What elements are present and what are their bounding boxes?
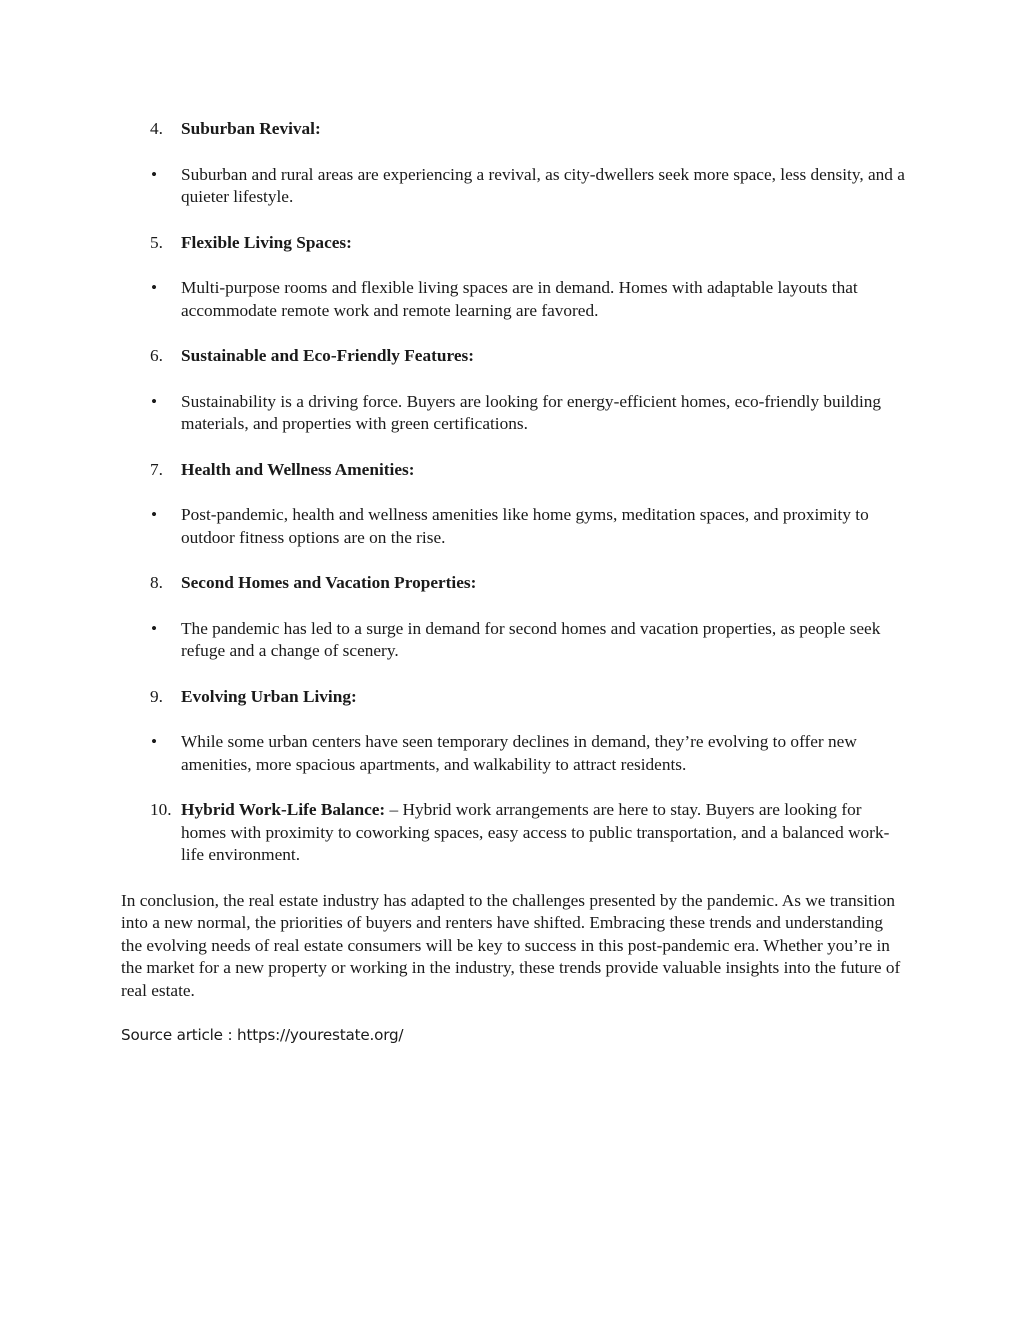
item-ten-body: – Hybrid work arrangements are here to stay. Buyers are looking for homes with proximity to coworking spaces, easy access to public transportation, and a balanced work-life environment. [181,800,890,864]
bullet-point [0,618,1024,663]
bullet-icon: • [151,505,158,524]
numbered-heading [0,232,1024,255]
bullet-point [0,164,1024,209]
item-number: 8. [150,573,163,592]
bullet-text: The pandemic has led to a surge in demand for second homes and vacation properties, as people seek refuge and a change of scenery. [181,618,881,660]
item-number: 5. [150,232,163,252]
numbered-heading [0,118,1024,141]
source-label: Source article : [121,1026,238,1044]
list-item [0,686,1024,777]
conclusion-paragraph: In conclusion, the real estate industry has adapted to the challenges presented by the pandemic. As we transition into a new normal, the priorities of buyers and renters have shifted. Embracing these trends and understanding the evolving needs of real estate consumers will be key to success in this post-pandemic era. Whether you’re in the market for a new property or working in the industry, these trends provide valuable insights into the future of real estate. [121,890,901,1000]
item-number: 7. [150,459,163,479]
list-item [0,118,1024,209]
item-heading: Suburban Revival: [181,119,321,138]
bullet-point [0,504,1024,549]
list-item-ten [0,799,1024,867]
item-number: 6. [150,346,163,365]
bullet-point [0,277,1024,322]
bullet-text: Suburban and rural areas are experiencing a revival, as city-dwellers seek more space, less density, and a quieter lifestyle. [181,164,905,206]
numbered-heading [0,345,1024,368]
bullet-point [0,731,1024,776]
bullet-point [0,391,1024,436]
list-item [0,572,1024,663]
item-number: 10. [150,800,172,819]
item-number: 9. [150,686,163,706]
item-ten-text [181,799,901,867]
bullet-icon: • [151,391,158,411]
trends-list [0,118,1024,1045]
bullet-text: While some urban centers have seen temporary declines in demand, they’re evolving to offer new amenities, more spacious apartments, and walkability to attract residents. [181,732,857,774]
list-item [0,459,1024,550]
source-url: https://yourestate.org/ [237,1026,404,1044]
numbered-heading [0,686,1024,709]
bullet-icon: • [151,278,158,297]
item-heading: Second Homes and Vacation Properties: [181,573,477,592]
numbered-heading [0,459,1024,482]
list-item [0,345,1024,436]
numbered-heading [0,572,1024,595]
item-heading: Hybrid Work-Life Balance: [181,800,386,819]
bullet-text: Sustainability is a driving force. Buyers are looking for energy-efficient homes, eco-friendly building materials, and properties with green certifications. [181,391,882,433]
bullet-icon: • [151,618,158,638]
item-heading: Evolving Urban Living: [181,686,357,706]
list-item [0,232,1024,323]
item-heading: Flexible Living Spaces: [181,232,352,252]
item-heading: Health and Wellness Amenities: [181,459,415,479]
bullet-icon: • [151,732,158,751]
source-line [121,1025,1024,1045]
item-heading: Sustainable and Eco-Friendly Features: [181,346,474,365]
bullet-text: Post-pandemic, health and wellness amenities like home gyms, meditation spaces, and proximity to outdoor fitness options are on the rise. [181,505,869,547]
item-number: 4. [150,119,163,138]
bullet-text: Multi-purpose rooms and flexible living spaces are in demand. Homes with adaptable layouts that accommodate remote work and remote learning are favored. [181,278,858,320]
bullet-icon: • [151,164,158,184]
